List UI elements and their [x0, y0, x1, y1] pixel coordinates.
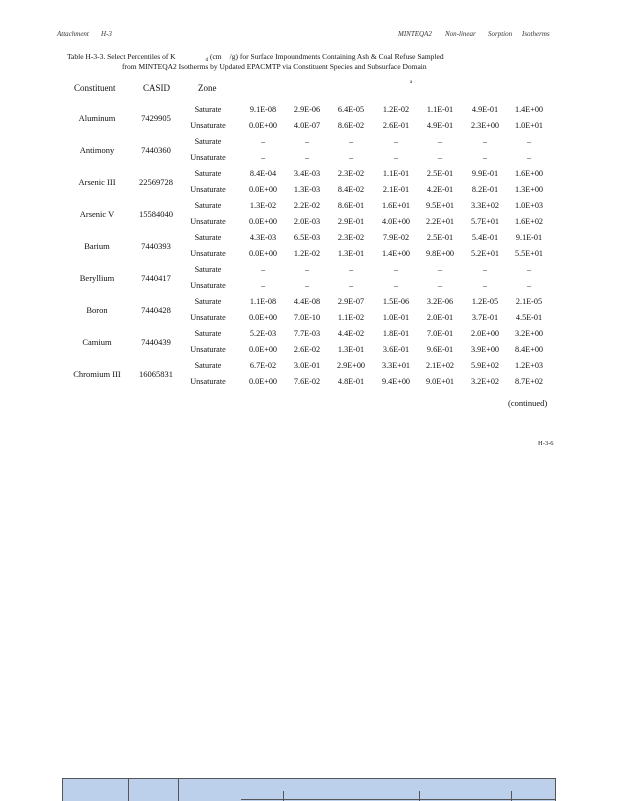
constituent-name: Barium: [84, 241, 110, 251]
percentile-value: 9.9E-01: [471, 169, 499, 178]
header-nonlinear: Non-linear: [445, 30, 476, 38]
zone-unsaturate: Unsaturate: [190, 121, 226, 130]
percentile-value: 1.6E+02: [514, 217, 544, 226]
percentile-value: 7.7E-03: [293, 329, 321, 338]
casid-value: 7440439: [141, 337, 171, 347]
percentile-value: 9.5E+01: [425, 201, 455, 210]
percentile-value: 0.0E+00: [248, 249, 278, 258]
percentile-value: 1.4E+00: [514, 105, 544, 114]
percentile-value: –: [437, 153, 443, 162]
percentile-value: 0.0E+00: [248, 377, 278, 386]
constituent-name: Chromium III: [73, 369, 121, 379]
constituent-name: Beryllium: [79, 273, 115, 283]
percentile-value: 1.4E+00: [381, 249, 411, 258]
caption-kd-subscript: d: [205, 58, 209, 63]
percentile-value: –: [348, 281, 354, 290]
percentile-value: 1.1E-01: [426, 105, 454, 114]
percentile-value: –: [482, 281, 488, 290]
percentile-value: 4.8E-01: [337, 377, 365, 386]
percentile-value: 1.1E-02: [337, 313, 365, 322]
percentile-value: 2.9E+00: [336, 361, 366, 370]
percentile-value: –: [526, 153, 532, 162]
percentile-value: 0.0E+00: [248, 121, 278, 130]
percentile-value: 1.3E+00: [514, 185, 544, 194]
percentile-value: 5.2E+01: [470, 249, 500, 258]
percentile-value: 3.2E-06: [426, 297, 454, 306]
casid-value: 22569728: [139, 177, 173, 187]
percentile-value: 2.0E-03: [293, 217, 321, 226]
zone-unsaturate: Unsaturate: [190, 345, 226, 354]
casid-value: 15584040: [139, 209, 173, 219]
zone-unsaturate: Unsaturate: [190, 185, 226, 194]
percentile-value: 5.7E+01: [470, 217, 500, 226]
percentile-value: 1.0E-01: [382, 313, 410, 322]
percentile-value: 8.6E-02: [337, 121, 365, 130]
constituent-name: Antimony: [79, 145, 115, 155]
percentile-value: 4.3E-03: [249, 233, 277, 242]
percentile-value: 1.2E+03: [514, 361, 544, 370]
caption-text-b: (cm: [208, 52, 222, 61]
percentile-value: 1.0E+03: [514, 201, 544, 210]
percentile-value: 6.5E-03: [293, 233, 321, 242]
percentile-value: –: [393, 281, 399, 290]
percentile-value: 5.2E-03: [249, 329, 277, 338]
percentile-value: 1.3E-02: [249, 201, 277, 210]
percentile-value: 0.0E+00: [248, 217, 278, 226]
percentile-value: –: [526, 265, 532, 274]
percentile-value: 3.2E+00: [514, 329, 544, 338]
percentile-value: –: [304, 137, 310, 146]
casid-value: 16065831: [139, 369, 173, 379]
percentile-value: –: [260, 137, 266, 146]
zone-saturate: Saturate: [194, 169, 222, 178]
percentile-value: 8.4E-02: [337, 185, 365, 194]
casid-value: 7429905: [141, 113, 171, 123]
percentile-value: 1.2E-02: [382, 105, 410, 114]
percentile-value: 2.1E+02: [425, 361, 455, 370]
percentile-value: 2.2E+01: [425, 217, 455, 226]
percentile-value: –: [437, 265, 443, 274]
percentile-value: 1.2E-02: [293, 249, 321, 258]
percentile-value: 3.6E-01: [382, 345, 410, 354]
header-attachment: Attachment: [57, 30, 89, 38]
percentile-value: 2.0E-01: [426, 313, 454, 322]
percentile-value: 9.4E+00: [381, 377, 411, 386]
percentile-value: 3.9E+00: [470, 345, 500, 354]
constituent-name: Boron: [86, 305, 108, 315]
percentile-value: 2.9E-06: [293, 105, 321, 114]
percentile-value: 4.9E-01: [426, 121, 454, 130]
percentile-value: –: [304, 281, 310, 290]
percentile-value: 2.2E-02: [293, 201, 321, 210]
percentile-value: –: [482, 265, 488, 274]
percentile-value: –: [393, 153, 399, 162]
percentile-value: 7.6E-02: [293, 377, 321, 386]
percentile-value: 2.6E-01: [382, 121, 410, 130]
percentile-value: 2.9E-07: [337, 297, 365, 306]
casid-value: 7440428: [141, 305, 171, 315]
zone-unsaturate: Unsaturate: [190, 153, 226, 162]
zone-unsaturate: Unsaturate: [190, 217, 226, 226]
percentile-value: 2.3E-02: [337, 169, 365, 178]
zone-unsaturate: Unsaturate: [190, 249, 226, 258]
percentile-value: –: [348, 265, 354, 274]
percentile-value: 6.4E-05: [337, 105, 365, 114]
caption-text-c: /g) for Surface Impoundments Containing Ash & Coal Refuse Sampled: [229, 52, 444, 61]
percentile-value: –: [348, 153, 354, 162]
percentile-value: 9.1E-01: [515, 233, 543, 242]
percentile-value: 1.8E-01: [382, 329, 410, 338]
percentile-value: –: [260, 153, 266, 162]
caption-line-2: from MINTEQA2 Isotherms by Updated EPACMTP via Constituent Species and Subsurface Domain: [122, 62, 427, 71]
percentile-value: 8.4E-04: [249, 169, 277, 178]
zone-unsaturate: Unsaturate: [190, 313, 226, 322]
percentile-value: 7.0E-10: [293, 313, 321, 322]
page-number: H-3-6: [538, 440, 554, 447]
constituent-name: Arsenic V: [79, 209, 115, 219]
table-divider: [128, 779, 129, 801]
header-isotherms: Isotherms: [522, 30, 550, 38]
casid-value: 7440393: [141, 241, 171, 251]
percentile-value: 1.1E-08: [249, 297, 277, 306]
percentile-value: 3.0E-01: [293, 361, 321, 370]
table-divider: [178, 779, 179, 801]
percentile-value: 4.4E-02: [337, 329, 365, 338]
percentile-value: 1.6E+00: [514, 169, 544, 178]
percentile-value: 8.4E+00: [514, 345, 544, 354]
percentile-value: 8.6E-01: [337, 201, 365, 210]
percentile-value: 3.2E+02: [470, 377, 500, 386]
percentile-value: 8.7E+02: [514, 377, 544, 386]
percentile-value: 4.9E-01: [471, 105, 499, 114]
column-header-zone: Zone: [198, 83, 217, 93]
percentile-value: 2.5E-01: [426, 169, 454, 178]
percentile-value: –: [437, 281, 443, 290]
percentile-value: 2.3E-02: [337, 233, 365, 242]
zone-unsaturate: Unsaturate: [190, 281, 226, 290]
percentile-value: 0.0E+00: [248, 345, 278, 354]
percentile-value: 6.7E-02: [249, 361, 277, 370]
percentile-value: 2.9E-01: [337, 217, 365, 226]
next-table-header: [62, 778, 556, 801]
zone-saturate: Saturate: [194, 137, 222, 146]
zone-unsaturate: Unsaturate: [190, 377, 226, 386]
percentile-value: 4.0E+00: [381, 217, 411, 226]
percentile-value: 7.9E-02: [382, 233, 410, 242]
percentile-value: 1.3E-01: [337, 249, 365, 258]
header-minteqa2: MINTEQA2: [398, 30, 432, 38]
percentile-value: 1.5E-06: [382, 297, 410, 306]
percentile-value: 4.5E-01: [515, 313, 543, 322]
percentile-value: –: [437, 137, 443, 146]
percentile-value: 2.1E-05: [515, 297, 543, 306]
zone-saturate: Saturate: [194, 105, 222, 114]
caption-superscript: a: [410, 80, 413, 85]
percentile-value: 4.2E-01: [426, 185, 454, 194]
casid-value: 7440360: [141, 145, 171, 155]
percentile-value: 2.6E-02: [293, 345, 321, 354]
continued-label: (continued): [508, 398, 548, 408]
percentile-value: 2.1E-01: [382, 185, 410, 194]
percentile-value: –: [526, 137, 532, 146]
percentile-value: 1.3E-01: [337, 345, 365, 354]
percentile-value: 0.0E+00: [248, 185, 278, 194]
percentile-value: –: [304, 265, 310, 274]
header-attachment-id: H-3: [101, 30, 112, 38]
percentile-value: 3.4E-03: [293, 169, 321, 178]
column-header-constituent: Constituent: [74, 83, 116, 93]
caption-text-a: Table H-3-3. Select Percentiles of K: [67, 52, 176, 61]
percentile-value: 1.0E+01: [514, 121, 544, 130]
percentile-value: –: [348, 137, 354, 146]
percentile-value: 9.0E+01: [425, 377, 455, 386]
percentile-value: 5.9E+02: [470, 361, 500, 370]
column-header-casid: CASID: [143, 83, 171, 93]
zone-saturate: Saturate: [194, 201, 222, 210]
zone-saturate: Saturate: [194, 329, 222, 338]
constituent-name: Camium: [82, 337, 112, 347]
percentile-value: 2.5E-01: [426, 233, 454, 242]
percentile-value: –: [260, 281, 266, 290]
percentile-value: –: [393, 265, 399, 274]
percentile-value: –: [482, 137, 488, 146]
zone-saturate: Saturate: [194, 361, 222, 370]
percentile-value: 1.1E-01: [382, 169, 410, 178]
constituent-name: Arsenic III: [78, 177, 116, 187]
percentile-value: 0.0E+00: [248, 313, 278, 322]
percentile-value: –: [260, 265, 266, 274]
percentile-value: 1.6E+01: [381, 201, 411, 210]
percentile-value: 5.5E+01: [514, 249, 544, 258]
percentile-value: 3.7E-01: [471, 313, 499, 322]
percentile-value: 3.3E+02: [470, 201, 500, 210]
percentile-value: –: [482, 153, 488, 162]
zone-saturate: Saturate: [194, 297, 222, 306]
percentile-value: 9.6E-01: [426, 345, 454, 354]
zone-saturate: Saturate: [194, 265, 222, 274]
percentile-value: 9.8E+00: [425, 249, 455, 258]
percentile-value: 8.2E-01: [471, 185, 499, 194]
percentile-value: 2.0E+00: [470, 329, 500, 338]
percentile-value: 1.2E-05: [471, 297, 499, 306]
header-sorption: Sorption: [488, 30, 513, 38]
percentile-value: 1.3E-03: [293, 185, 321, 194]
percentile-value: 3.3E+01: [381, 361, 411, 370]
percentile-value: 4.0E-07: [293, 121, 321, 130]
zone-saturate: Saturate: [194, 233, 222, 242]
percentile-value: –: [526, 281, 532, 290]
casid-value: 7440417: [141, 273, 171, 283]
percentile-value: 9.1E-08: [249, 105, 277, 114]
percentile-value: –: [393, 137, 399, 146]
percentile-value: 7.0E-01: [426, 329, 454, 338]
percentile-value: –: [304, 153, 310, 162]
percentile-value: 2.3E+00: [470, 121, 500, 130]
percentile-value: 4.4E-08: [293, 297, 321, 306]
constituent-name: Aluminum: [78, 113, 116, 123]
percentile-value: 5.4E-01: [471, 233, 499, 242]
